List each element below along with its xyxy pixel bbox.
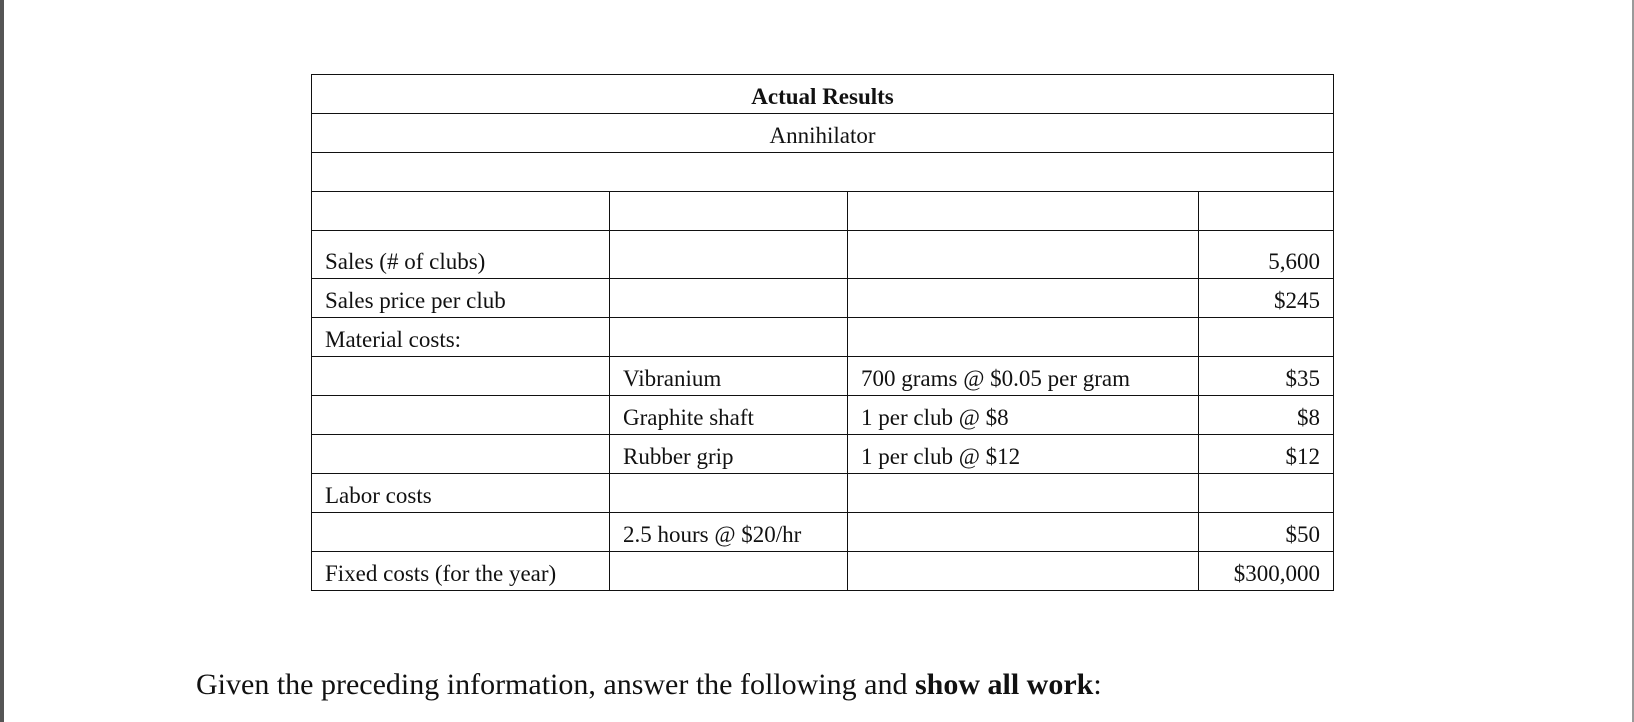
table-heading: Actual Results bbox=[312, 75, 1334, 114]
blank-cell bbox=[848, 231, 1199, 279]
table-row-blank-1 bbox=[312, 153, 1334, 192]
blank-cell bbox=[848, 318, 1199, 357]
blank-cell bbox=[848, 474, 1199, 513]
blank-cell bbox=[312, 396, 610, 435]
question-prefix: Given the preceding information, answer the following and bbox=[196, 668, 915, 701]
sales-price-value: $245 bbox=[1199, 279, 1334, 318]
table-row-labor-header bbox=[312, 474, 1334, 513]
blank-cell bbox=[1199, 318, 1334, 357]
graphite-item: Graphite shaft bbox=[610, 396, 848, 435]
table-row-rubber bbox=[312, 435, 1334, 474]
table-row-sales-price bbox=[312, 279, 1334, 318]
blank-cell bbox=[848, 513, 1199, 552]
rubber-value: $12 bbox=[1199, 435, 1334, 474]
labor-costs-label: Labor costs bbox=[312, 474, 610, 513]
table-row-product bbox=[312, 114, 1334, 153]
blank-cell bbox=[848, 552, 1199, 591]
left-page-edge bbox=[0, 0, 4, 722]
blank-cell bbox=[312, 192, 610, 231]
sales-units-value: 5,600 bbox=[1199, 231, 1334, 279]
blank-cell bbox=[610, 552, 848, 591]
table-row-heading bbox=[312, 75, 1334, 114]
fixed-costs-label: Fixed costs (for the year) bbox=[312, 552, 610, 591]
vibranium-item: Vibranium bbox=[610, 357, 848, 396]
blank-cell bbox=[312, 435, 610, 474]
blank-cell bbox=[610, 279, 848, 318]
blank-cell bbox=[1199, 192, 1334, 231]
fixed-costs-value: $300,000 bbox=[1199, 552, 1334, 591]
table-row-material-header bbox=[312, 318, 1334, 357]
blank-cell bbox=[312, 153, 1334, 192]
blank-cell bbox=[610, 231, 848, 279]
blank-cell bbox=[1199, 474, 1334, 513]
product-name: Annihilator bbox=[312, 114, 1334, 153]
labor-item: 2.5 hours @ $20/hr bbox=[610, 513, 848, 552]
sales-units-label: Sales (# of clubs) bbox=[312, 231, 610, 279]
table-row-graphite bbox=[312, 396, 1334, 435]
labor-value: $50 bbox=[1199, 513, 1334, 552]
blank-cell bbox=[848, 192, 1199, 231]
sales-price-label: Sales price per club bbox=[312, 279, 610, 318]
table-row-labor bbox=[312, 513, 1334, 552]
rubber-rate: 1 per club @ $12 bbox=[848, 435, 1199, 474]
question-text bbox=[196, 668, 1102, 702]
table-row-blank-2 bbox=[312, 192, 1334, 231]
question-suffix: : bbox=[1093, 668, 1102, 701]
blank-cell bbox=[610, 318, 848, 357]
question-bold: show all work bbox=[914, 668, 1094, 701]
blank-cell bbox=[610, 192, 848, 231]
table-row-fixed bbox=[312, 552, 1334, 591]
table-row-sales-units bbox=[312, 231, 1334, 279]
vibranium-value: $35 bbox=[1199, 357, 1334, 396]
graphite-rate: 1 per club @ $8 bbox=[848, 396, 1199, 435]
actual-results-table bbox=[311, 74, 1334, 591]
rubber-item: Rubber grip bbox=[610, 435, 848, 474]
blank-cell bbox=[312, 357, 610, 396]
table-row-vibranium bbox=[312, 357, 1334, 396]
blank-cell bbox=[312, 513, 610, 552]
vibranium-rate: 700 grams @ $0.05 per gram bbox=[848, 357, 1199, 396]
blank-cell bbox=[610, 474, 848, 513]
graphite-value: $8 bbox=[1199, 396, 1334, 435]
blank-cell bbox=[848, 279, 1199, 318]
material-costs-label: Material costs: bbox=[312, 318, 610, 357]
